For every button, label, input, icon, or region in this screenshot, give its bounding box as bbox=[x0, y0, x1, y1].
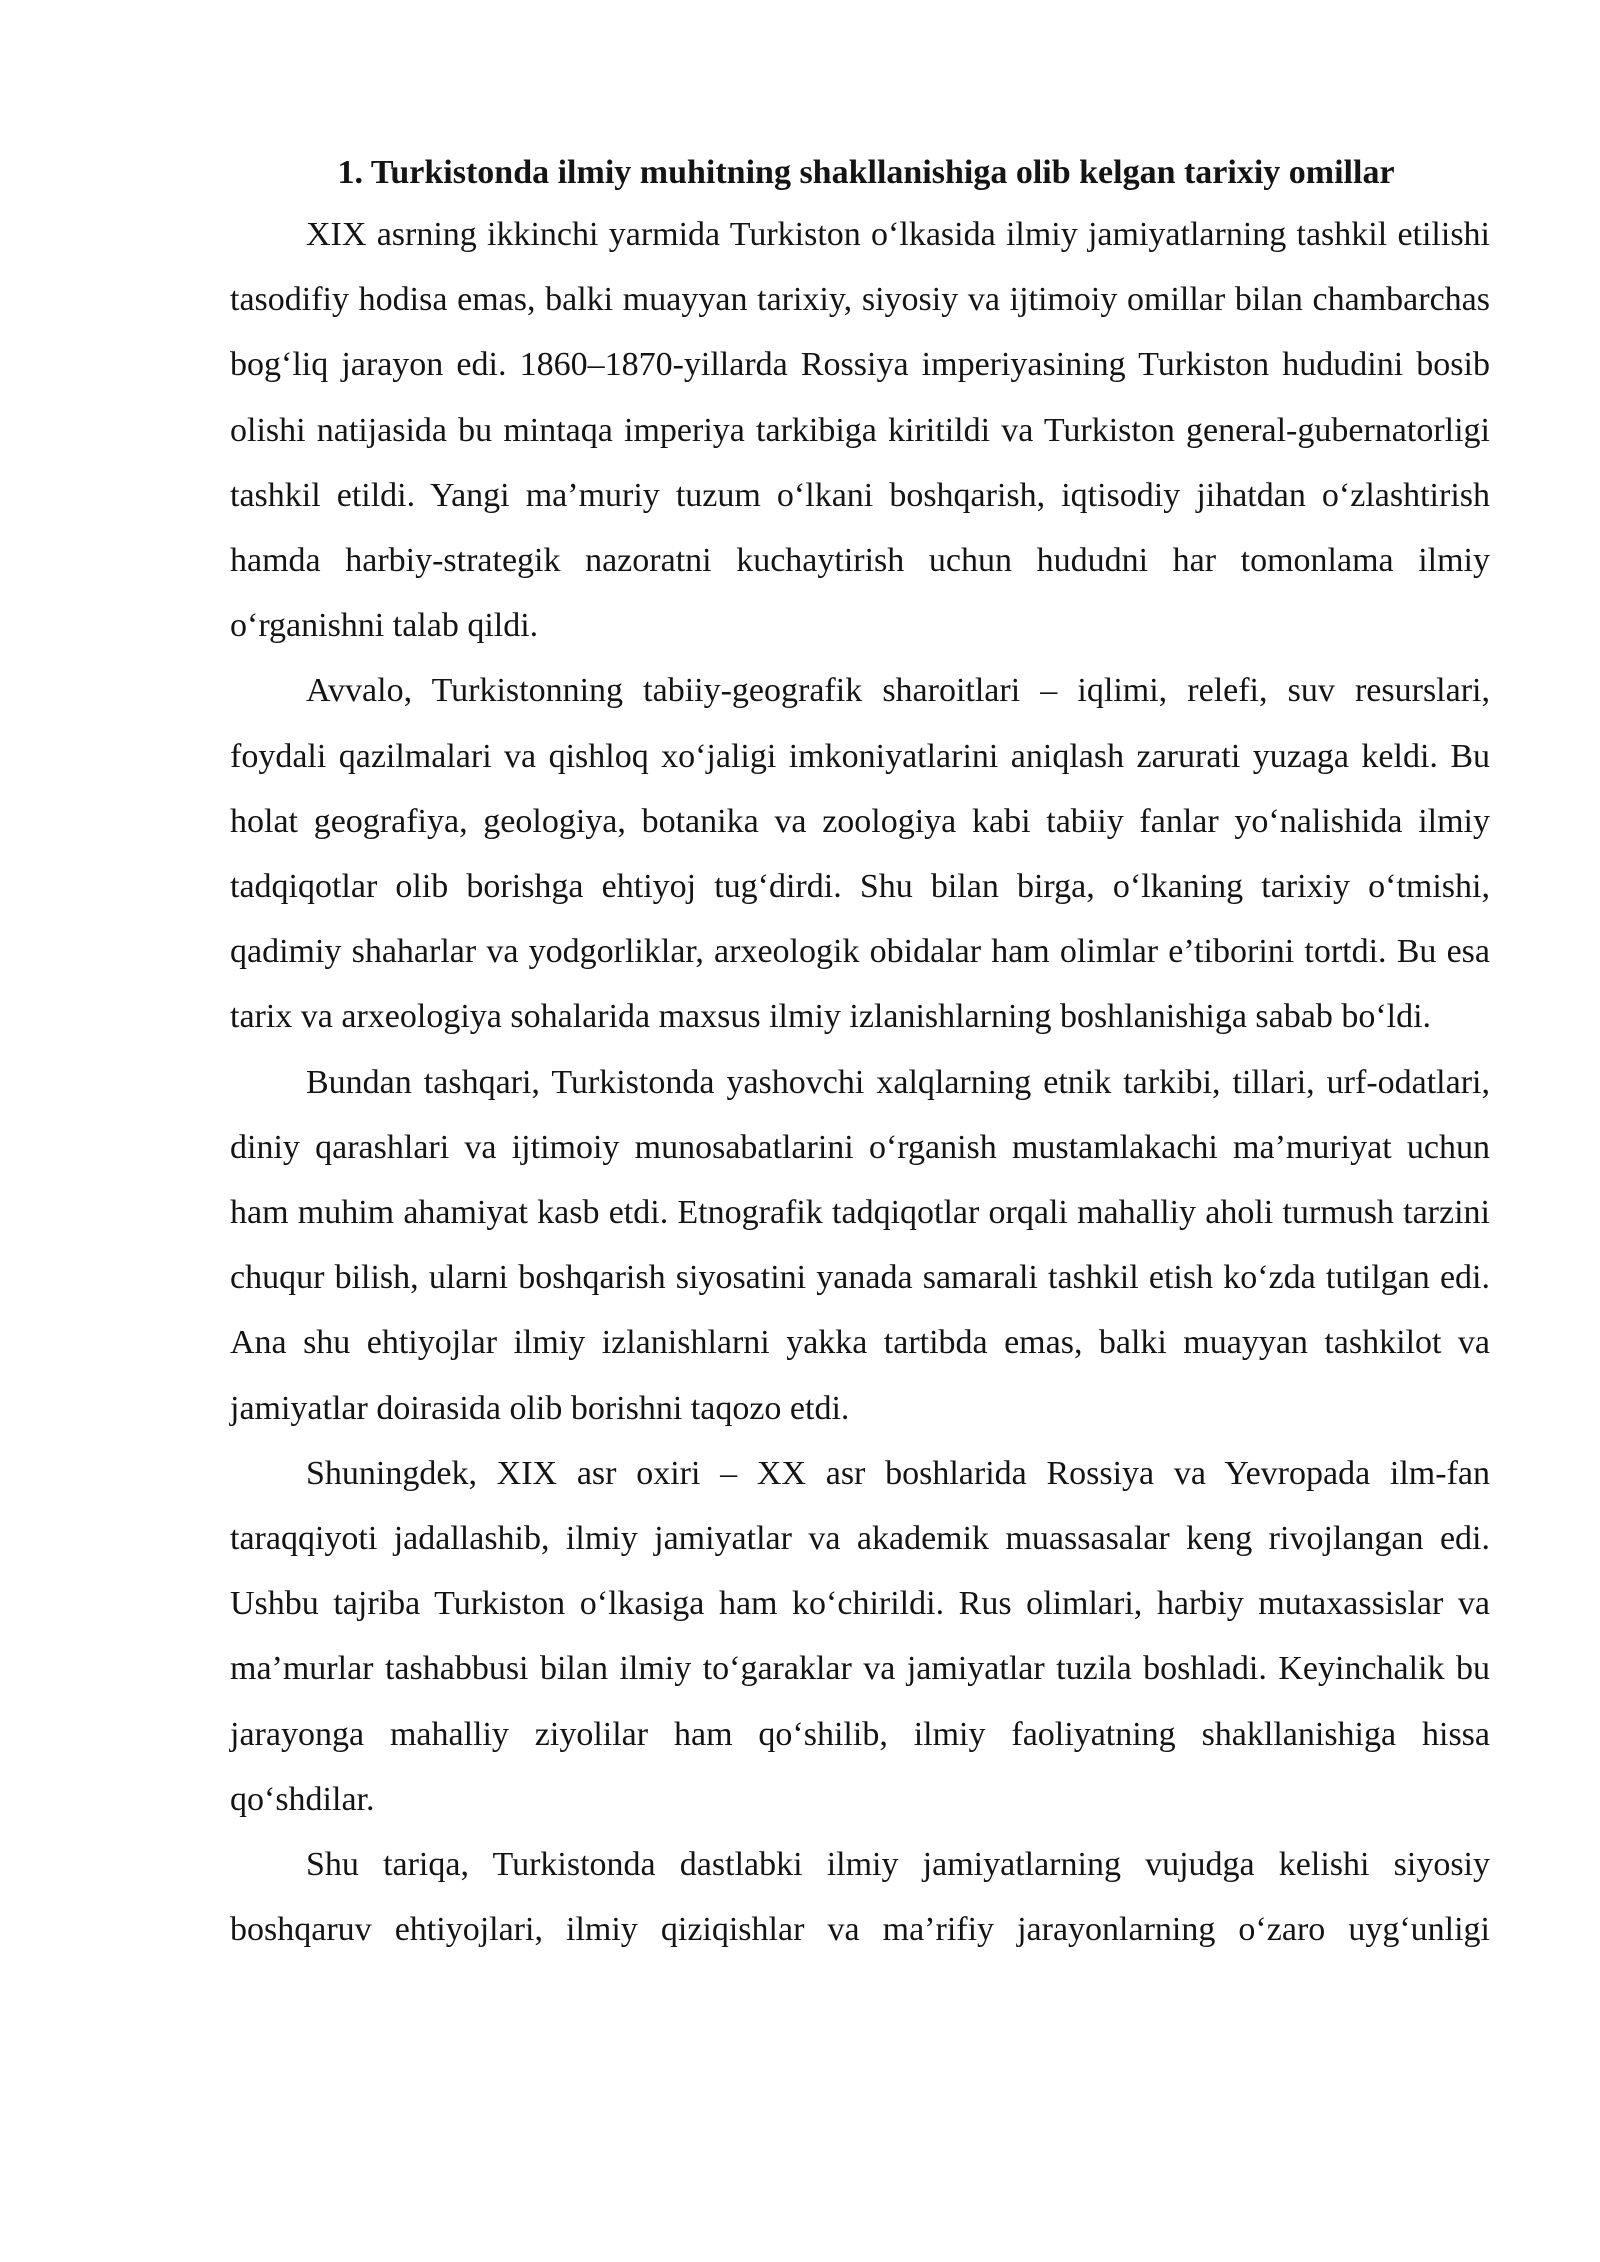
paragraph-4: Shuningdek, XIX asr oxiri – XX asr boshlarida Rossiya va Yevropada ilm-fan taraqqiyoti jadallashib, ilmiy jamiyatlar va akademik muassasalar keng rivojlangan edi. Ushbu tajriba Turkiston o‘lkasiga ham ko‘chirildi. Rus olimlari, harbiy mutaxassislar va ma’murlar tashabbusi bilan ilmiy to‘garaklar va jamiyatlar tuzila boshladi. Keyinchalik bu jarayonga mahalliy ziyolilar ham qo‘shilib, ilmiy faoliyatning shakllanishiga hissa qo‘shdilar. bbox=[230, 1454, 1490, 1818]
paragraph-3: Bundan tashqari, Turkistonda yashovchi xalqlarning etnik tarkibi, tillari, urf-odatlari, diniy qarashlari va ijtimoiy munosabatlarini o‘rganish mustamlakachi ma’muriyat uchun ham muhim ahamiyat kasb etdi. Etnografik tadqiqotlar orqali mahalliy aholi turmush tarzini chuqur bilish, ularni boshqarish siyosatini yanada samarali tashkil etish ko‘zda tutilgan edi. Ana shu ehtiyojlar ilmiy izlanishlarni yakka tartibda emas, balki muayyan tashkilot va jamiyatlar doirasida olib borishni taqozo etdi. bbox=[230, 1063, 1490, 1427]
section-heading: 1. Turkistonda ilmiy muhitning shakllanishiga olib kelgan tarixiy omillar bbox=[337, 154, 1395, 191]
document-page bbox=[230, 148, 1490, 1962]
paragraph-5: Shu tariqa, Turkistonda dastlabki ilmiy jamiyatlarning vujudga kelishi siyosiy boshqaruv ehtiyojlari, ilmiy qiziqishlar va ma’rifiy jarayonlarning o‘zaro uyg‘unligi bbox=[230, 1846, 1490, 1949]
paragraph-2: Avvalo, Turkistonning tabiiy-geografik sharoitlari – iqlimi, relefi, suv resurslari, foydali qazilmalari va qishloq xo‘jaligi imkoniyatlarini aniqlash zarurati yuzaga keldi. Bu holat geografiya, geologiya, botanika va zoologiya kabi tabiiy fanlar yo‘nalishida ilmiy tadqiqotlar olib borishga ehtiyoj tug‘dirdi. Shu bilan birga, o‘lkaning tarixiy o‘tmishi, qadimiy shaharlar va yodgorliklar, arxeologik obidalar ham olimlar e’tiborini tortdi. Bu esa tarix va arxeologiya sohalarida maxsus ilmiy izlanishlarning boshlanishiga sabab bo‘ldi. bbox=[230, 672, 1490, 1036]
paragraph-1: XIX asrning ikkinchi yarmida Turkiston o‘lkasida ilmiy jamiyatlarning tashkil etilishi tasodifiy hodisa emas, balki muayyan tarixiy, siyosiy va ijtimoiy omillar bilan chambarchas bog‘liq jarayon edi. 1860–1870-yillarda Rossiya imperiyasining Turkiston hududini bosib olishi natijasida bu mintaqa imperiya tarkibiga kiritildi va Turkiston general-gubernatorligi tashkil etildi. Yangi ma’muriy tuzum o‘lkani boshqarish, iqtisodiy jihatdan o‘zlashtirish hamda harbiy-strategik nazoratni kuchaytirish uchun hududni har tomonlama ilmiy o‘rganishni talab qildi. bbox=[230, 216, 1490, 645]
